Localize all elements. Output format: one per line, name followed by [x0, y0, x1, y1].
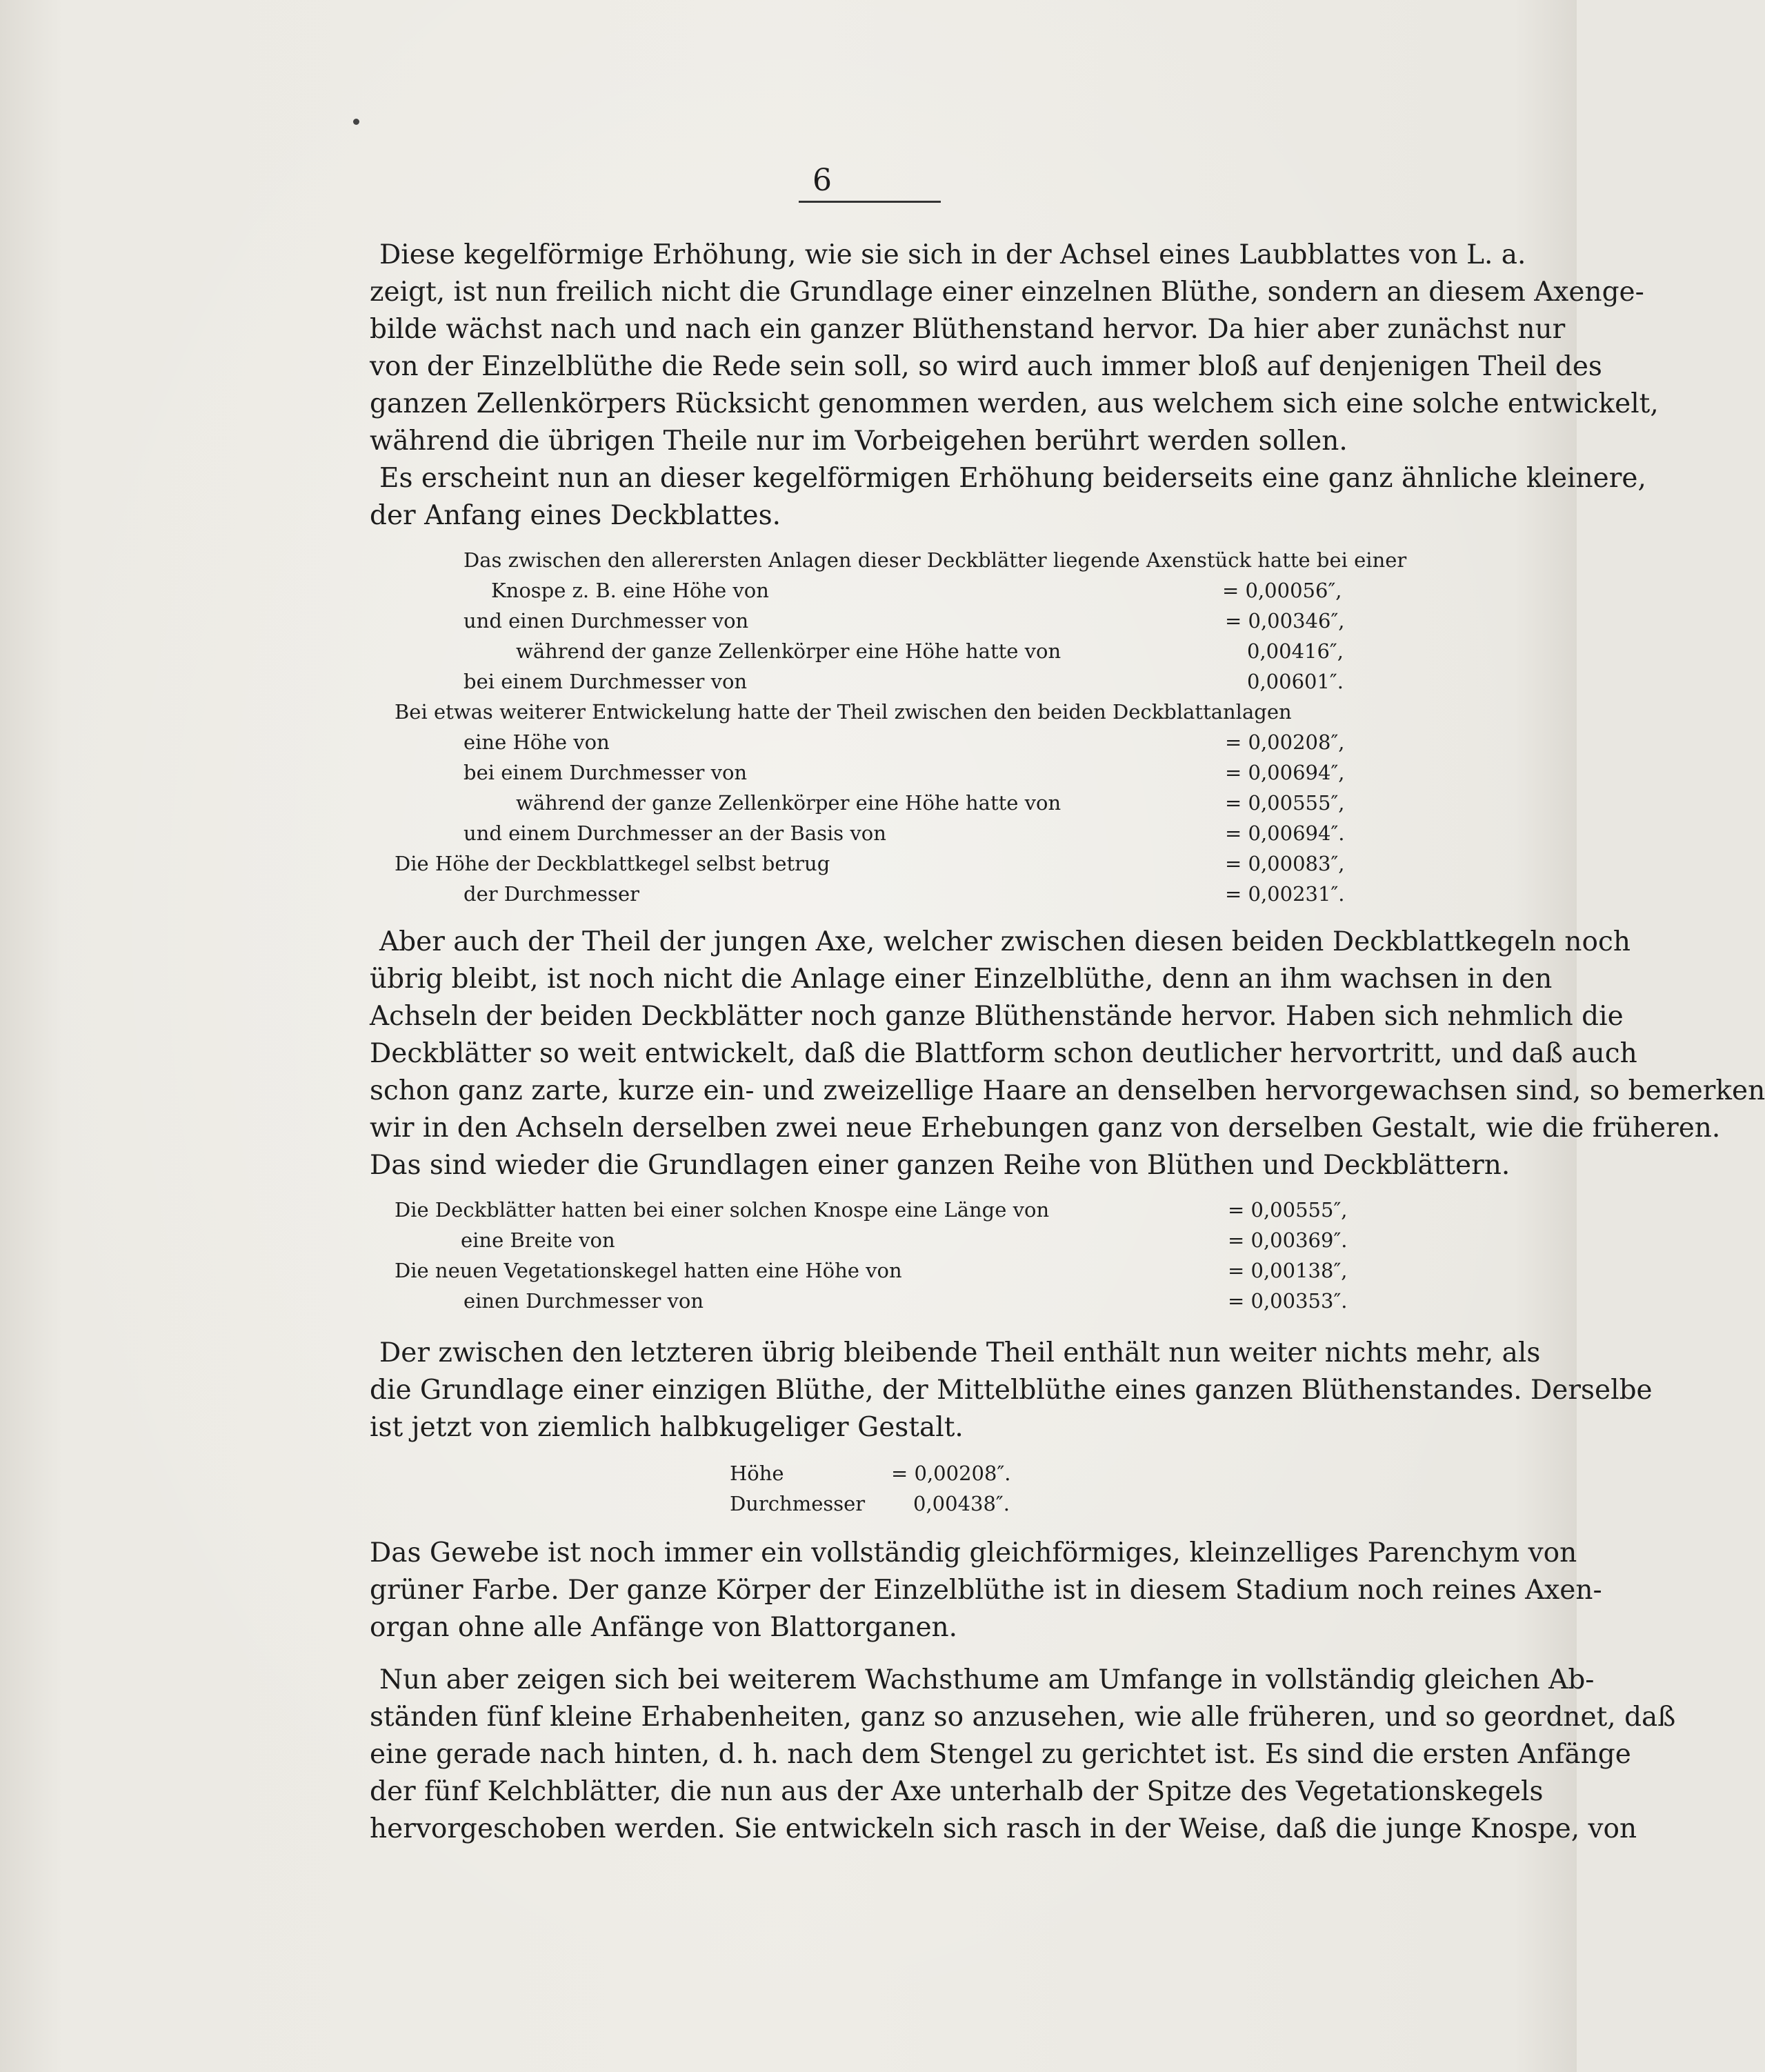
text-line: Das Gewebe ist noch immer ein vollständig gleichförmiges, kleinzelliges Parenchym von — [370, 1537, 1577, 1568]
text-line: ganzen Zellenkörpers Rücksicht genommen werden, aus welchem sich eine solche entwickelt, — [370, 388, 1659, 419]
measure-label: Die Höhe der Deckblattkegel selbst betrug — [395, 852, 830, 875]
text-line: von der Einzelblüthe die Rede sein soll, so wird auch immer bloß auf denjenigen Theil des — [370, 351, 1602, 382]
text-line: wir in den Achseln derselben zwei neue Erhebungen ganz von derselben Gestalt, wie die früheren. — [370, 1113, 1721, 1144]
measure-value: = 0,00056″, — [1222, 579, 1342, 602]
measure-value: = 0,00138″, — [1228, 1259, 1348, 1282]
text-line: der Anfang eines Deckblattes. — [370, 500, 781, 531]
measure-label: der Durchmesser — [463, 882, 639, 906]
measure-label: und einem Durchmesser an der Basis von — [463, 821, 886, 845]
measure-label: einen Durchmesser von — [463, 1289, 704, 1313]
measure-value: = 0,00231″. — [1225, 882, 1345, 906]
measure-value: = 0,00369″. — [1228, 1228, 1348, 1252]
text-line: Deckblätter so weit entwickelt, daß die Blattform schon deutlicher hervortritt, und daß auch — [370, 1038, 1637, 1069]
measure-value: = 0,00555″, — [1228, 1198, 1348, 1222]
text-line: Der zwischen den letzteren übrig bleibende Theil enthält nun weiter nichts mehr, als — [379, 1337, 1541, 1368]
text-line: übrig bleibt, ist noch nicht die Anlage einer Einzelblüthe, denn an ihm wachsen in den — [370, 964, 1553, 995]
measure-value: = 0,00083″, — [1225, 852, 1345, 875]
measure-intro: Bei etwas weiterer Entwickelung hatte der Theil zwischen den beiden Deckblattanlagen — [395, 700, 1292, 724]
measure-label: während der ganze Zellenkörper eine Höhe hatte von — [516, 791, 1061, 815]
measure-value: 0,00601″. — [1247, 670, 1344, 693]
text-line: schon ganz zarte, kurze ein- und zweizellige Haare an denselben hervorgewachsen sind, so bemerken — [370, 1075, 1765, 1106]
measure-value: = 0,00555″, — [1225, 791, 1345, 815]
text-line: Nun aber zeigen sich bei weiterem Wachsthume am Umfange in vollständig gleichen Ab- — [379, 1664, 1595, 1695]
measure-intro: Das zwischen den allerersten Anlagen dieser Deckblätter liegende Axenstück hatte bei einer — [463, 548, 1407, 572]
text-line: Diese kegelförmige Erhöhung, wie sie sich in der Achsel eines Laubblattes von L. a. — [379, 239, 1526, 270]
measure-label: Knospe z. B. eine Höhe von — [491, 579, 769, 602]
text-line: der fünf Kelchblätter, die nun aus der Axe unterhalb der Spitze des Vegetationskegels — [370, 1776, 1544, 1807]
measure-label: eine Höhe von — [463, 730, 610, 754]
measure-value: = 0,00694″, — [1225, 761, 1345, 784]
measure-label: und einen Durchmesser von — [463, 609, 749, 632]
measure-label: Durchmesser — [730, 1492, 866, 1515]
measure-label: bei einem Durchmesser von — [463, 670, 748, 693]
measure-value: = 0,00208″, — [1225, 730, 1345, 754]
text-line: Es erscheint nun an dieser kegelförmigen Erhöhung beiderseits eine ganz ähnliche kleinere, — [379, 463, 1646, 494]
ink-speck — [353, 119, 359, 125]
measure-value: 0,00438″. — [913, 1492, 1010, 1515]
page-number: 6 — [812, 163, 832, 198]
text-line: ständen fünf kleine Erhabenheiten, ganz so anzusehen, wie alle früheren, und so geordnet, daß — [370, 1702, 1676, 1733]
text-line: eine gerade nach hinten, d. h. nach dem Stengel zu gerichtet ist. Es sind die ersten Anfänge — [370, 1739, 1631, 1770]
text-line: Das sind wieder die Grundlagen einer ganzen Reihe von Blüthen und Deckblättern. — [370, 1150, 1510, 1181]
measure-label: eine Breite von — [461, 1228, 615, 1252]
text-line: bilde wächst nach und nach ein ganzer Blüthenstand hervor. Da hier aber zunächst nur — [370, 314, 1566, 345]
text-line: die Grundlage einer einzigen Blüthe, der Mittelblüthe eines ganzen Blüthenstandes. Derselbe — [370, 1375, 1653, 1406]
measure-value: = 0,00208″. — [891, 1462, 1011, 1485]
measure-label: bei einem Durchmesser von — [463, 761, 748, 784]
measure-value: = 0,00694″. — [1225, 821, 1345, 845]
text-line: während die übrigen Theile nur im Vorbeigehen berührt werden sollen. — [370, 426, 1348, 457]
text-line: zeigt, ist nun freilich nicht die Grundlage einer einzelnen Blüthe, sondern an diesem Axenge- — [370, 277, 1644, 308]
measure-value: = 0,00353″. — [1228, 1289, 1348, 1313]
measure-value: 0,00416″, — [1247, 639, 1344, 663]
measure-label: Höhe — [730, 1462, 784, 1485]
text-line: hervorgeschoben werden. Sie entwickeln sich rasch in der Weise, daß die junge Knospe, von — [370, 1813, 1637, 1844]
measure-label: Die Deckblätter hatten bei einer solchen Knospe eine Länge von — [395, 1198, 1050, 1222]
text-line: organ ohne alle Anfänge von Blattorganen. — [370, 1612, 958, 1643]
text-line: Aber auch der Theil der jungen Axe, welcher zwischen diesen beiden Deckblattkegeln noch — [379, 926, 1631, 957]
measure-value: = 0,00346″, — [1225, 609, 1345, 632]
measure-label: während der ganze Zellenkörper eine Höhe hatte von — [516, 639, 1061, 663]
text-line: grüner Farbe. Der ganze Körper der Einzelblüthe ist in diesem Stadium noch reines Axen- — [370, 1575, 1602, 1606]
measure-label: Die neuen Vegetationskegel hatten eine Höhe von — [395, 1259, 902, 1282]
text-line: Achseln der beiden Deckblätter noch ganze Blüthenstände hervor. Haben sich nehmlich die — [370, 1001, 1624, 1032]
text-line: ist jetzt von ziemlich halbkugeliger Gestalt. — [370, 1412, 964, 1443]
header-rule — [799, 201, 941, 203]
